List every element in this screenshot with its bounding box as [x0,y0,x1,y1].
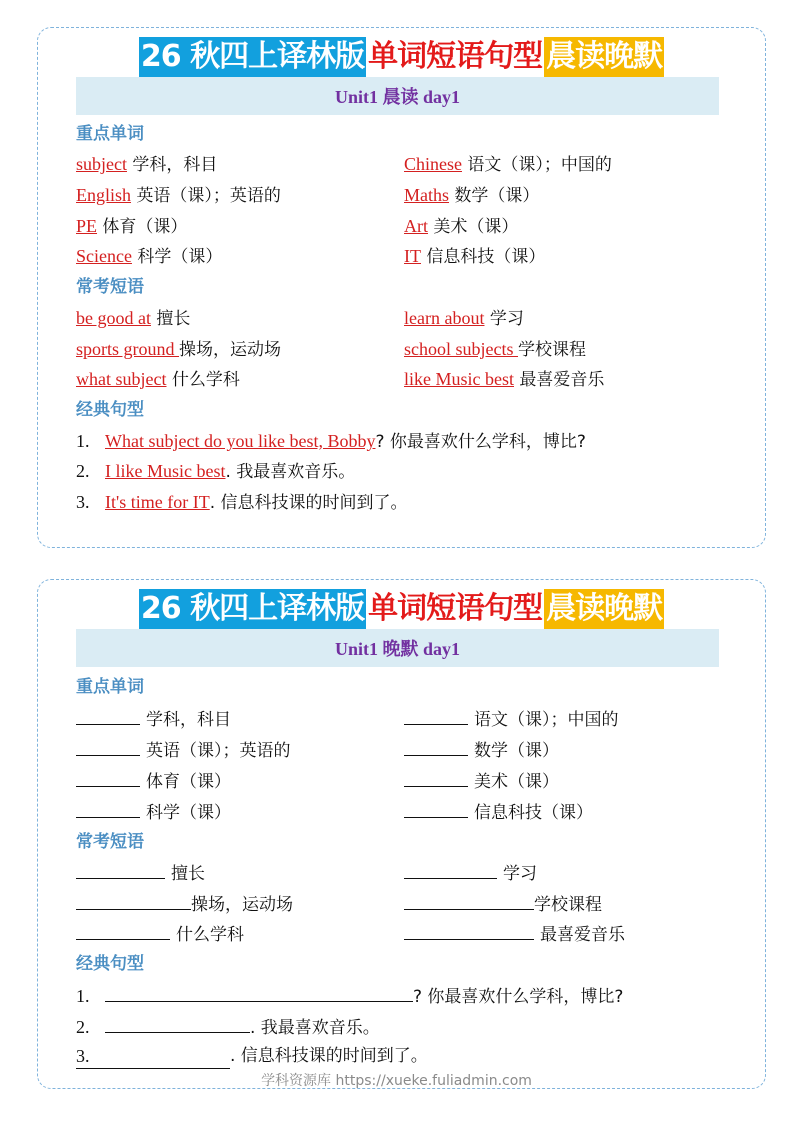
unit-banner: Unit1 晚默 day1 [76,629,719,667]
words-heading: 重点单词 [76,677,144,697]
sentence-item: 1. What subject do you like best, Bobby? 你最喜欢什么学科，博比? [76,431,586,452]
answer-blank[interactable] [105,1045,230,1062]
words-heading: 重点单词 [76,124,144,144]
answer-blank[interactable] [404,738,468,756]
title-part-grade: 26 秋四上译林版 [139,37,366,77]
answer-blank[interactable] [76,769,140,787]
title-part-grade: 26 秋四上译林版 [139,589,366,629]
unit-banner: Unit1 晨读 day1 [76,77,719,115]
answer-blank[interactable] [76,707,140,725]
answer-blank[interactable] [404,861,497,879]
word-item: English 英语（课）；英语的 [76,185,281,206]
morning-reading-card [37,27,766,548]
word-item: PE 体育（课） [76,216,188,237]
title-part-mode: 晨读晚默 [544,589,664,629]
phrase-item: what subject 什么学科 [76,369,240,390]
answer-blank[interactable] [404,769,468,787]
phrases-heading: 常考短语 [76,832,144,852]
word-item: Maths 数学（课） [404,185,540,206]
word-item: subject 学科，科目 [76,154,218,175]
title-part-topic: 单词短语句型 [366,589,544,629]
word-item: Science 科学（课） [76,246,223,267]
phrase-item: be good at 擅长 [76,308,191,329]
answer-blank[interactable] [76,861,165,879]
evening-dictation-card [37,579,766,1089]
answer-blank[interactable] [76,892,191,910]
word-blank-item: 数学（课） [404,738,559,762]
worksheet-title [38,37,765,77]
answer-blank[interactable] [105,1015,250,1033]
sentence-item: 2. I like Music best. 我最喜欢音乐。 [76,461,356,482]
footer-watermark: 学科资源库 https://xueke.fuliadmin.com [261,1073,532,1089]
word-item: Art 美术（课） [404,216,519,237]
sentence-blank-tail: . 信息科技课的时间到了。 [230,1046,428,1066]
sentence-item: 3. It's time for IT. 信息科技课的时间到了。 [76,492,408,513]
answer-blank[interactable] [76,738,140,756]
word-blank-item: 语文（课）；中国的 [404,707,619,731]
sentence-blank-item: 2. . 我最喜欢音乐。 [76,1017,380,1038]
answer-blank[interactable] [404,707,468,725]
answer-blank[interactable] [76,800,140,818]
answer-blank[interactable] [404,922,534,940]
answer-blank[interactable] [105,984,413,1002]
word-blank-item: 体育（课） [76,769,231,793]
phrase-blank-item: 什么学科 [76,922,244,946]
phrase-blank-item: 擅长 [76,861,205,885]
answer-blank[interactable] [76,922,170,940]
word-blank-item: 英语（课）；英语的 [76,738,291,762]
title-part-topic: 单词短语句型 [366,37,544,77]
phrase-blank-item: 最喜爱音乐 [404,922,625,946]
answer-blank[interactable] [404,800,468,818]
word-blank-item: 信息科技（课） [404,800,593,824]
sentences-heading: 经典句型 [76,400,144,420]
phrase-blank-item: 操场，运动场 [76,892,293,916]
word-blank-item: 美术（课） [404,769,559,793]
sentences-heading: 经典句型 [76,954,144,974]
phrase-item: learn about 学习 [404,308,524,329]
word-blank-item: 科学（课） [76,800,231,824]
phrase-blank-item: 学习 [404,861,537,885]
word-item: Chinese 语文（课）；中国的 [404,154,612,175]
phrase-blank-item: 学校课程 [404,892,602,916]
word-blank-item: 学科，科目 [76,707,231,731]
sentence-blank-item: 1. ? 你最喜欢什么学科，博比? [76,986,624,1007]
phrases-heading: 常考短语 [76,277,144,297]
phrase-item: sports ground 操场，运动场 [76,339,281,360]
worksheet-title [38,589,765,629]
phrase-item: school subjects 学校课程 [404,339,586,360]
answer-blank[interactable] [404,892,534,910]
word-item: IT 信息科技（课） [404,246,546,267]
sentence-blank-item: 3. [76,1045,230,1069]
title-part-mode: 晨读晚默 [544,37,664,77]
phrase-item: like Music best 最喜爱音乐 [404,369,605,390]
